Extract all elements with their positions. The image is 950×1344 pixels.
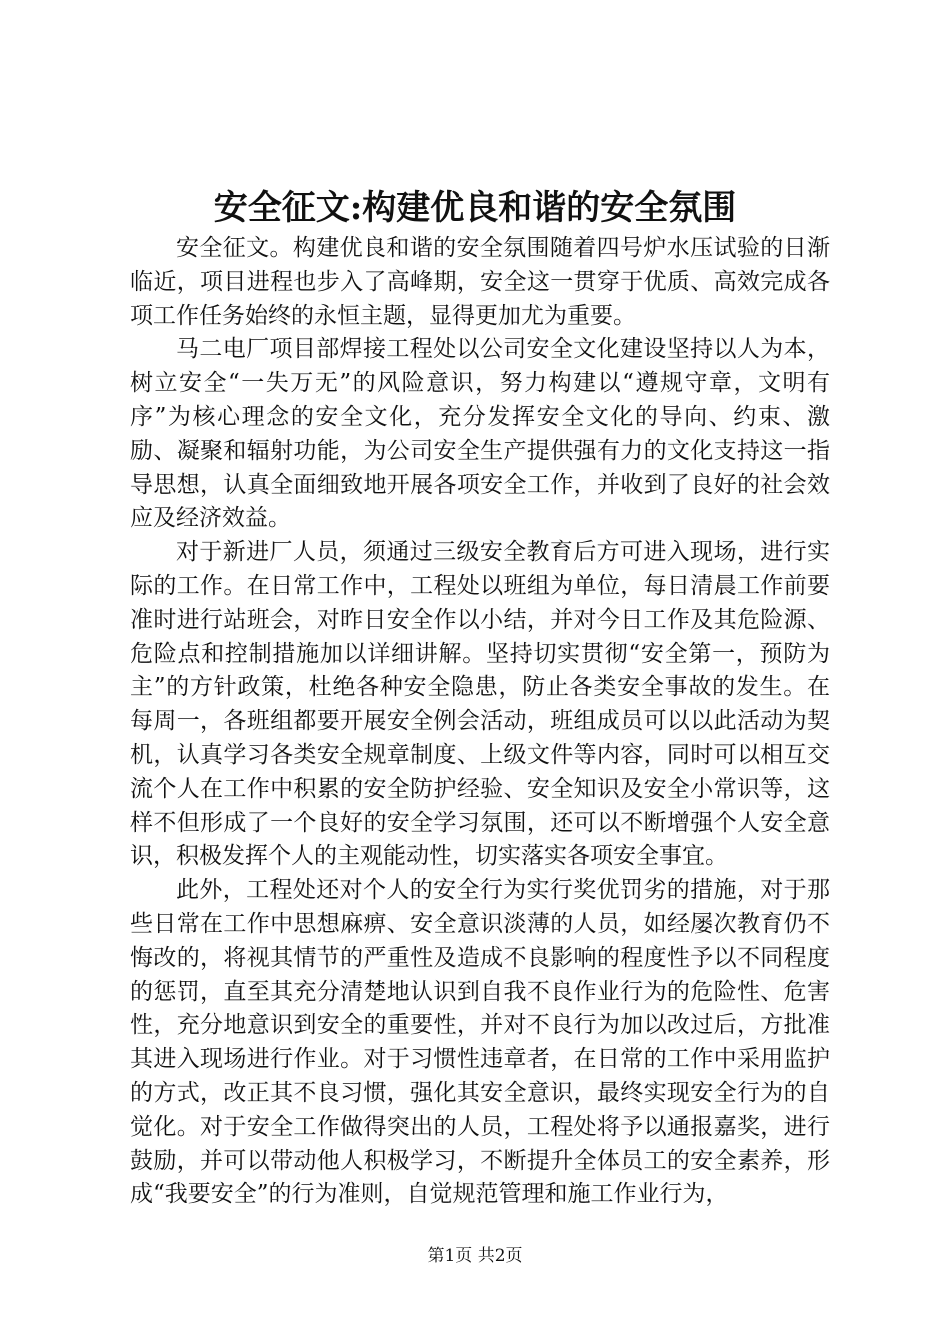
document-body bbox=[130, 232, 830, 1212]
paragraph: 此外，工程处还对个人的安全行为实行奖优罚劣的措施，对于那些日常在工作中思想麻痹、安全意识淡薄的人员，如经屡次教育仍不悔改的，将视其情节的严重性及造成不良影响的程度性予以不同程度的惩罚，直至其充分清楚地认识到自我不良作业行为的危险性、危害性，充分地意识到安全的重要性，并对不良行为加以改过后，方批准其进入现场进行作业。对于习惯性违章者，在日常的工作中采用监护的方式，改正其不良习惯，强化其安全意识，最终实现安全行为的自觉化。对于安全工作做得突出的人员，工程处将予以通报嘉奖，进行鼓励，并可以带动他人积极学习，不断提升全体员工的安全素养，形成“我要安全”的行为准则，自觉规范管理和施工作业行为， bbox=[130, 877, 830, 1208]
paragraph: 对于新进厂人员，须通过三级安全教育后方可进入现场，进行实际的工作。在日常工作中，工程处以班组为单位，每日清晨工作前要准时进行站班会，对昨日安全作以小结，并对今日工作及其危险源、危险点和控制措施加以详细讲解。坚持切实贯彻“安全第一，预防为主”的方针政策，杜绝各种安全隐患，防止各类安全事故的发生。在每周一，各班组都要开展安全例会活动，班组成员可以以此活动为契机，认真学习各类安全规章制度、上级文件等内容，同时可以相互交流个人在工作中积累的安全防护经验、安全知识及安全小常识等，这样不但形成了一个良好的安全学习氛围，还可以不断增强个人安全意识，积极发挥个人的主观能动性，切实落实各项安全事宜。 bbox=[130, 539, 830, 870]
document-title: 安全征文:构建优良和谐的安全氛围 bbox=[213, 188, 737, 228]
paragraph: 马二电厂项目部焊接工程处以公司安全文化建设坚持以人为本，树立安全“一失万无”的风险意识，努力构建以“遵规守章，文明有序”为核心理念的安全文化，充分发挥安全文化的导向、约束、激励、凝聚和辐射功能，为公司安全生产提供强有力的文化支持这一指导思想，认真全面细致地开展各项安全工作，并收到了良好的社会效应及经济效益。 bbox=[130, 336, 830, 532]
page-number-footer: 第1页 共2页 bbox=[427, 1246, 523, 1266]
paragraph: 安全征文。构建优良和谐的安全氛围随着四号炉水压试验的日渐临近，项目进程也步入了高峰期，安全这一贯穿于优质、高效完成各项工作任务始终的永恒主题，显得更加尤为重要。 bbox=[130, 235, 830, 329]
